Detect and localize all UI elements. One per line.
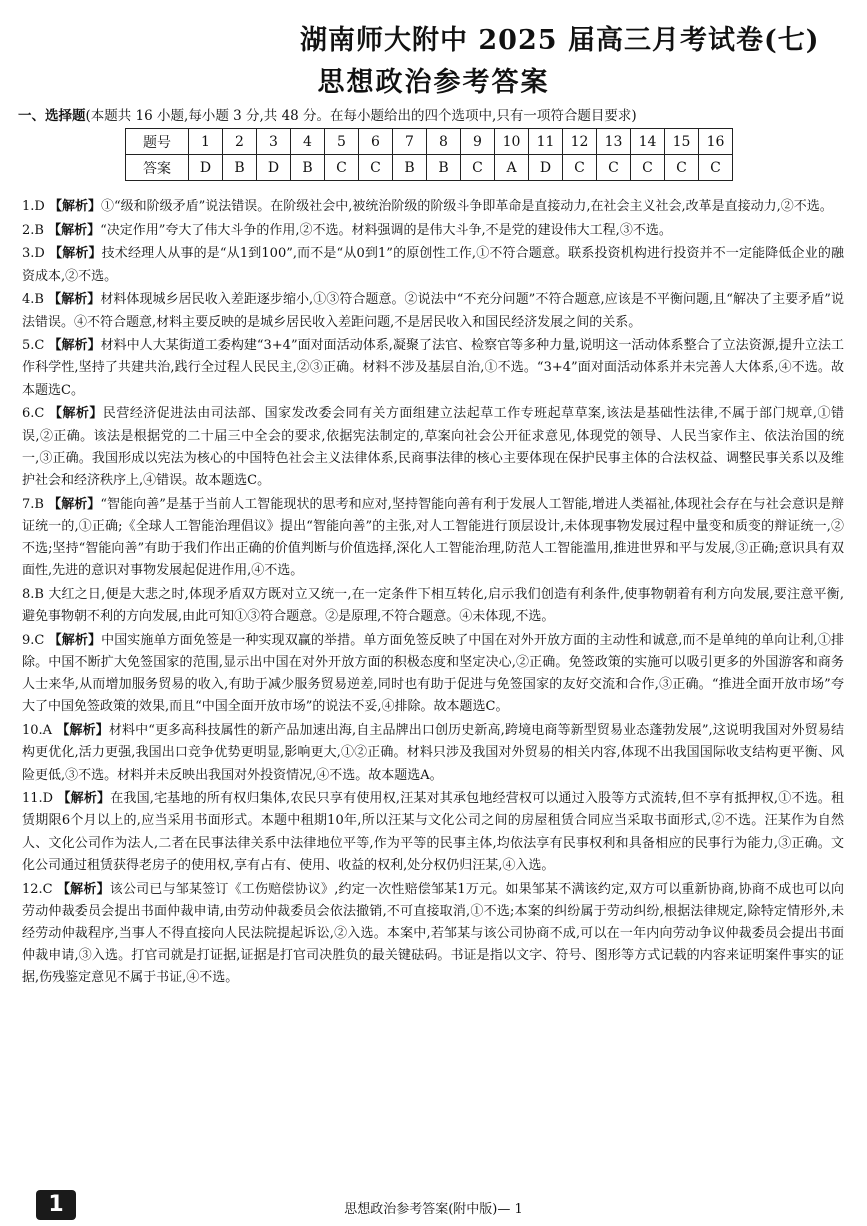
question-number: 5.C bbox=[22, 338, 45, 354]
answer-cell: C bbox=[325, 155, 359, 181]
analysis-tag: 【解析】 bbox=[48, 338, 101, 354]
question-number: 7.B bbox=[22, 496, 44, 512]
explanation-text: 材料中人大某街道工委构建“3+4”面对面活动体系,凝聚了法官、检察官等多种力量,说明这一活动体系整合了立法资源,提升立法工作科学性,坚持了共建共治,践行全过程人民民主,②③正确。材料不涉及基层自治,①不选。“3+4”面对面活动体系并未完善人大体系,④不选。故本题选C。 bbox=[22, 338, 844, 398]
question-number-cell: 11 bbox=[529, 129, 563, 155]
question-number-cell: 2 bbox=[223, 129, 257, 155]
answer-cell: B bbox=[427, 155, 461, 181]
explanation-item bbox=[22, 243, 844, 287]
explanation-item bbox=[22, 630, 844, 719]
row-header-number: 题号 bbox=[126, 129, 189, 155]
explanation-text: 该公司已与邹某签订《工伤赔偿协议》,约定一次性赔偿邹某1万元。如果邹某不满该约定,双方可以重新协商,协商不成也可以向劳动仲裁委员会提出书面仲裁申请,由劳动仲裁委员会依法撤销,不可直接取消,①不选;本案的纠纷属于劳动纠纷,根据法律规定,除特定情形外,未经劳动仲裁程序,当事人不得直接向人民法院提起诉讼,②入选。本案中,若邹某与该公司协商不成,可以在一年内向劳动争议仲裁委员会提出书面仲裁申请,③入选。打官司就是打证据,证据是打官司决胜负的最关键砝码。书证是指以文字、符号、图形等方式记载的内容来证明案件事实的证据,伤残鉴定意见不属于书证,④不选。 bbox=[22, 881, 844, 986]
explanation-text: 在我国,宅基地的所有权归集体,农民只享有使用权,汪某对其承包地经营权可以通过入股等方式流转,但不享有抵押权,①不选。租赁期限6个月以上的,应当采用书面形式。本题中租期10年,所以汪某与文化公司之间的房屋租赁合同应当采取书面形式,②不选。汪某作为自然人、文化公司作为法人,二者在民事法律关系中法律地位平等,作为平等的民事主体,均依法享有民事权利和具备相应的民事行为能力,③正确。文化公司通过租赁获得老房子的使用权,享有占有、使用、收益的权利,处分权仍归汪某,④入选。 bbox=[22, 791, 844, 873]
question-number-row bbox=[126, 129, 733, 155]
answer-row bbox=[126, 155, 733, 181]
answer-cell: C bbox=[699, 155, 733, 181]
question-number-cell: 10 bbox=[495, 129, 529, 155]
answer-cell: A bbox=[495, 155, 529, 181]
page-number-badge: 1 bbox=[36, 1190, 76, 1220]
question-number: 6.C bbox=[22, 406, 45, 422]
answer-table bbox=[125, 128, 733, 181]
explanation-item bbox=[22, 335, 844, 402]
explanation-item bbox=[22, 220, 844, 242]
row-header-answer: 答案 bbox=[126, 155, 189, 181]
question-number: 8.B bbox=[22, 586, 44, 602]
answer-cell: C bbox=[597, 155, 631, 181]
question-number-cell: 4 bbox=[291, 129, 325, 155]
question-number-cell: 13 bbox=[597, 129, 631, 155]
analysis-tag: 【解析】 bbox=[57, 791, 111, 807]
question-number-cell: 8 bbox=[427, 129, 461, 155]
answer-cell: D bbox=[529, 155, 563, 181]
analysis-tag: 【解析】 bbox=[48, 406, 103, 422]
question-number: 9.C bbox=[22, 632, 45, 648]
analysis-tag: 【解析】 bbox=[48, 199, 101, 214]
explanation-text: 技术经理人从事的是“从1到100”,而不是“从0到1”的原创性工作,①不符合题意。联系投资机构进行投资并不一定能降低企业的融资成本,②不选。 bbox=[22, 246, 844, 284]
question-number: 4.B bbox=[22, 292, 44, 308]
analysis-tag: 【解析】 bbox=[49, 246, 102, 262]
answer-cell: C bbox=[631, 155, 665, 181]
section-heading bbox=[18, 104, 858, 124]
document-subtitle: 思想政治参考答案 bbox=[317, 67, 550, 98]
analysis-tag: 【解析】 bbox=[48, 292, 101, 308]
question-number-cell: 15 bbox=[665, 129, 699, 155]
explanation-item bbox=[22, 720, 844, 787]
explanation-text: “智能向善”是基于当前人工智能现状的思考和应对,坚持智能向善有利于发展人工智能,增进人类福祉,体现社会存在与社会意识是辩证统一的,①正确;《全球人工智能治理倡议》提出“智能向善”的主张,对人工智能进行顶层设计,未体现事物发展过程中量变和质变的辩证统一,②不选;坚持“智能向善”有助于我们作出正确的价值判断与价值选择,深化人工智能治理,防范人工智能滥用,推进世界和平与发展,③正确;意识具有双面性,先进的意识对事物发展起促进作用,④不选。 bbox=[22, 496, 844, 579]
question-number: 12.C bbox=[22, 881, 53, 897]
question-number-cell: 5 bbox=[325, 129, 359, 155]
explanation-list bbox=[22, 196, 844, 991]
question-number: 3.D bbox=[22, 246, 45, 262]
section-title: 一、选择题 bbox=[18, 108, 86, 124]
explanation-text: 材料中“更多高科技属性的新产品加速出海,自主品牌出口创历史新高,跨境电商等新型贸易业态蓬勃发展”,这说明我国对外贸易结构更优化,活力更强,我国出口竞争优势更明显,影响更大,①②正确。材料只涉及我国对外贸易的相关内容,体现不出我国国际收支结构更平衡、风险更低,③不选。材料并未反映出我国对外投资情况,④不选。故本题选A。 bbox=[22, 723, 844, 783]
answer-cell: C bbox=[461, 155, 495, 181]
analysis-tag: 【解析】 bbox=[48, 632, 102, 648]
answer-cell: C bbox=[359, 155, 393, 181]
explanation-text: 中国实施单方面免签是一种实现双赢的举措。单方面免签反映了中国在对外开放方面的主动性和诚意,而不是单纯的单向让利,①排除。中国不断扩大免签国家的范围,显示出中国在对外开放方面的积极态度和坚定决心,②正确。免签政策的实施可以吸引更多的外国游客和商务人士来华,从而增加服务贸易的收入,有助于减少服务贸易逆差,同时也有助于促进与免签国家的友好交流和合作,③正确。“推进全面开放市场”夸大了中国免签政策的效果,而且“中国全面开放市场”的说法不妥,④排除。故本题选C。 bbox=[22, 632, 844, 715]
question-number-cell: 7 bbox=[393, 129, 427, 155]
analysis-tag: 【解析】 bbox=[56, 723, 109, 739]
analysis-tag: 【解析】 bbox=[56, 881, 110, 897]
answer-cell: B bbox=[393, 155, 427, 181]
analysis-tag: 【解析】 bbox=[48, 222, 101, 238]
section-note: (本题共 16 小题,每小题 3 分,共 48 分。在每小题给出的四个选项中,只有一项符合题目要求) bbox=[85, 108, 637, 124]
answer-cell: C bbox=[563, 155, 597, 181]
explanation-item bbox=[22, 289, 844, 333]
explanation-item bbox=[22, 788, 844, 877]
question-number-cell: 16 bbox=[699, 129, 733, 155]
question-number-cell: 14 bbox=[631, 129, 665, 155]
question-number: 11.D bbox=[22, 791, 54, 807]
explanation-text: ①“级和阶级矛盾”说法错误。在阶级社会中,被统治阶级的阶级斗争即革命是直接动力,在社会主义社会,改革是直接动力,②不选。 bbox=[100, 199, 833, 214]
explanation-text: 大红之日,便是大悲之时,体现矛盾双方既对立又统一,在一定条件下相互转化,启示我们创造有利条件,使事物朝着有利方向发展,要注意平衡,避免事物朝不利的方向发展,由此可知①③符合题意。②是原理,不符合题意。④未体现,不选。 bbox=[22, 586, 844, 625]
question-number-cell: 12 bbox=[563, 129, 597, 155]
explanation-item bbox=[22, 494, 844, 583]
question-number-cell: 6 bbox=[359, 129, 393, 155]
question-number: 2.B bbox=[22, 222, 44, 238]
explanation-item bbox=[22, 584, 844, 628]
answer-cell: B bbox=[223, 155, 257, 181]
answer-cell: C bbox=[665, 155, 699, 181]
explanation-text: 材料体现城乡居民收入差距逐步缩小,①③符合题意。②说法中“不充分问题”不符合题意,应该是不平衡问题,且“解决了主要矛盾”说法错误。④不符合题意,材料主要反映的是城乡居民收入差距问题,不是居民收入和国民经济发展之间的关系。 bbox=[22, 292, 844, 330]
explanation-text: 民营经济促进法由司法部、国家发改委会同有关方面组建立法起草工作专班起草草案,该法是基础性法律,不属于部门规章,①错误,②正确。该法是根据党的二十届三中全会的要求,依据宪法制定的,草案向社会公开征求意见,体现党的领导、人民当家作主、依法治国的统一,③正确。我国形成以宪法为核心的中国特色社会主义法律体系,民商事法律的核心主要体现在保护民事主体的合法权益、调整民事关系以及维护社会和经济秩序上,④错误。故本题选C。 bbox=[22, 406, 844, 488]
question-number: 1.D bbox=[22, 199, 45, 214]
answer-cell: D bbox=[189, 155, 223, 181]
page-footer: 思想政治参考答案(附中版)— 1 bbox=[344, 1202, 523, 1217]
analysis-tag: 【解析】 bbox=[48, 496, 101, 512]
exam-title: 湖南师大附中 2025 届高三月考试卷(七) bbox=[300, 25, 820, 56]
explanation-text: “决定作用”夸大了伟大斗争的作用,②不选。材料强调的是伟大斗争,不是党的建设伟大工程,③不选。 bbox=[100, 222, 672, 238]
question-number-cell: 3 bbox=[257, 129, 291, 155]
answer-cell: D bbox=[257, 155, 291, 181]
question-number-cell: 9 bbox=[461, 129, 495, 155]
explanation-item bbox=[22, 196, 844, 218]
question-number: 10.A bbox=[22, 723, 53, 739]
answer-cell: B bbox=[291, 155, 325, 181]
explanation-item bbox=[22, 403, 844, 492]
explanation-item bbox=[22, 879, 844, 990]
question-number-cell: 1 bbox=[189, 129, 223, 155]
